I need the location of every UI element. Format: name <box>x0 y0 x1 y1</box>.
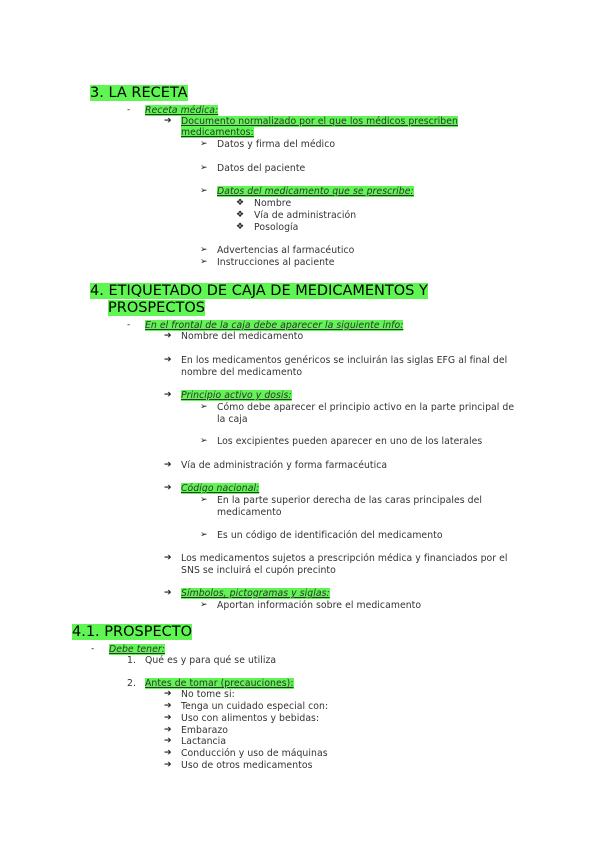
arrow-icon: ➔ <box>164 116 172 126</box>
debe-tener-subheading: Debe tener: <box>109 644 165 655</box>
list-item: Conducción y uso de máquinas <box>181 748 328 759</box>
arrow-icon: ➔ <box>164 390 172 400</box>
diamond-bullet-icon: ❖ <box>236 198 245 208</box>
list-item: Qué es y para qué se utiliza <box>145 655 277 666</box>
sns-line-1: Los medicamentos sujetos a prescripción médica y financiados por el <box>181 553 508 564</box>
arrow-icon: ➔ <box>164 355 172 365</box>
dash-bullet: - <box>127 105 131 115</box>
list-item: Tenga un cuidado especial con: <box>181 701 329 712</box>
list-item: Nombre <box>254 198 292 209</box>
arrow-icon: ➔ <box>164 713 172 723</box>
list-item: Embarazo <box>181 725 229 736</box>
arrow-icon: ➔ <box>164 483 172 493</box>
list-item: Advertencias al farmacéutico <box>217 245 355 256</box>
receta-subheading: Receta médica: <box>145 105 219 116</box>
arrow-icon: ➔ <box>164 736 172 746</box>
list-item: Es un código de identificación del medicamento <box>217 530 443 541</box>
triangle-bullet-icon: ➢ <box>200 163 208 173</box>
simbolos-subheading: Símbolos, pictogramas y siglas: <box>181 588 330 599</box>
diamond-bullet-icon: ❖ <box>236 210 245 220</box>
list-item: Los excipientes pueden aparecer en uno de los laterales <box>217 436 483 447</box>
codigo-subheading: Código nacional: <box>181 483 260 494</box>
diamond-bullet-icon: ❖ <box>236 222 245 232</box>
list-item: Lactancia <box>181 736 227 747</box>
dash-bullet: - <box>91 644 95 654</box>
principio-line-1: Cómo debe aparecer el principio activo en la parte principal de <box>217 402 515 413</box>
list-item: Uso de otros medicamentos <box>181 760 313 771</box>
dash-bullet: - <box>127 320 131 330</box>
arrow-icon: ➔ <box>164 588 172 598</box>
frontal-subheading: En el frontal de la caja debe aparecer la siguiente info: <box>145 320 404 331</box>
triangle-bullet-icon: ➢ <box>200 436 208 446</box>
number-label: 2. <box>127 678 136 689</box>
triangle-bullet-icon: ➢ <box>200 402 208 412</box>
triangle-bullet-icon: ➢ <box>200 186 208 196</box>
arrow-icon: ➔ <box>164 331 172 341</box>
generic-line-1: En los medicamentos genéricos se incluirán las siglas EFG al final del <box>181 355 508 366</box>
arrow-icon: ➔ <box>164 689 172 699</box>
number-label: 1. <box>127 655 136 666</box>
antes-tomar-subheading: Antes de tomar (precauciones): <box>145 678 294 689</box>
doc-line-1: Documento normalizado por el que los médicos prescriben <box>181 116 458 127</box>
list-item: Aportan información sobre el medicamento <box>217 600 422 611</box>
arrow-icon: ➔ <box>164 760 172 770</box>
list-item: Uso con alimentos y bebidas: <box>181 713 320 724</box>
triangle-bullet-icon: ➢ <box>200 495 208 505</box>
list-item: Vía de administración y forma farmacéutica <box>181 460 388 471</box>
arrow-icon: ➔ <box>164 748 172 758</box>
arrow-icon: ➔ <box>164 460 172 470</box>
arrow-icon: ➔ <box>164 701 172 711</box>
list-item: Nombre del medicamento <box>181 331 304 342</box>
section-3-heading: 3. LA RECETA <box>90 85 188 101</box>
list-item: Vía de administración <box>254 210 357 221</box>
arrow-icon: ➔ <box>164 725 172 735</box>
sns-line-2: SNS se incluirá el cupón precinto <box>181 565 336 576</box>
triangle-bullet-icon: ➢ <box>200 530 208 540</box>
arrow-icon: ➔ <box>164 553 172 563</box>
triangle-bullet-icon: ➢ <box>200 257 208 267</box>
triangle-bullet-icon: ➢ <box>200 600 208 610</box>
list-item: No tome si: <box>181 689 235 700</box>
list-item: Instrucciones al paciente <box>217 257 335 268</box>
section-4-heading-line2: PROSPECTOS <box>108 300 205 316</box>
codigo-line-2: medicamento <box>217 507 282 518</box>
generic-line-2: nombre del medicamento <box>181 367 303 378</box>
triangle-bullet-icon: ➢ <box>200 139 208 149</box>
principio-subheading: Principio activo y dosis: <box>181 390 292 401</box>
section-41-heading: 4.1. PROSPECTO <box>72 624 193 640</box>
doc-line-2: medicamentos: <box>181 127 254 138</box>
triangle-bullet-icon: ➢ <box>200 245 208 255</box>
list-item: Datos y firma del médico <box>217 139 336 150</box>
list-item: Posología <box>254 222 299 233</box>
list-item: Datos del paciente <box>217 163 306 174</box>
datos-medicamento-subheading: Datos del medicamento que se prescribe: <box>217 186 414 197</box>
codigo-line-1: En la parte superior derecha de las caras principales del <box>217 495 482 506</box>
principio-line-2: la caja <box>217 414 248 425</box>
section-4-heading-line1: 4. ETIQUETADO DE CAJA DE MEDICAMENTOS Y <box>90 283 428 299</box>
